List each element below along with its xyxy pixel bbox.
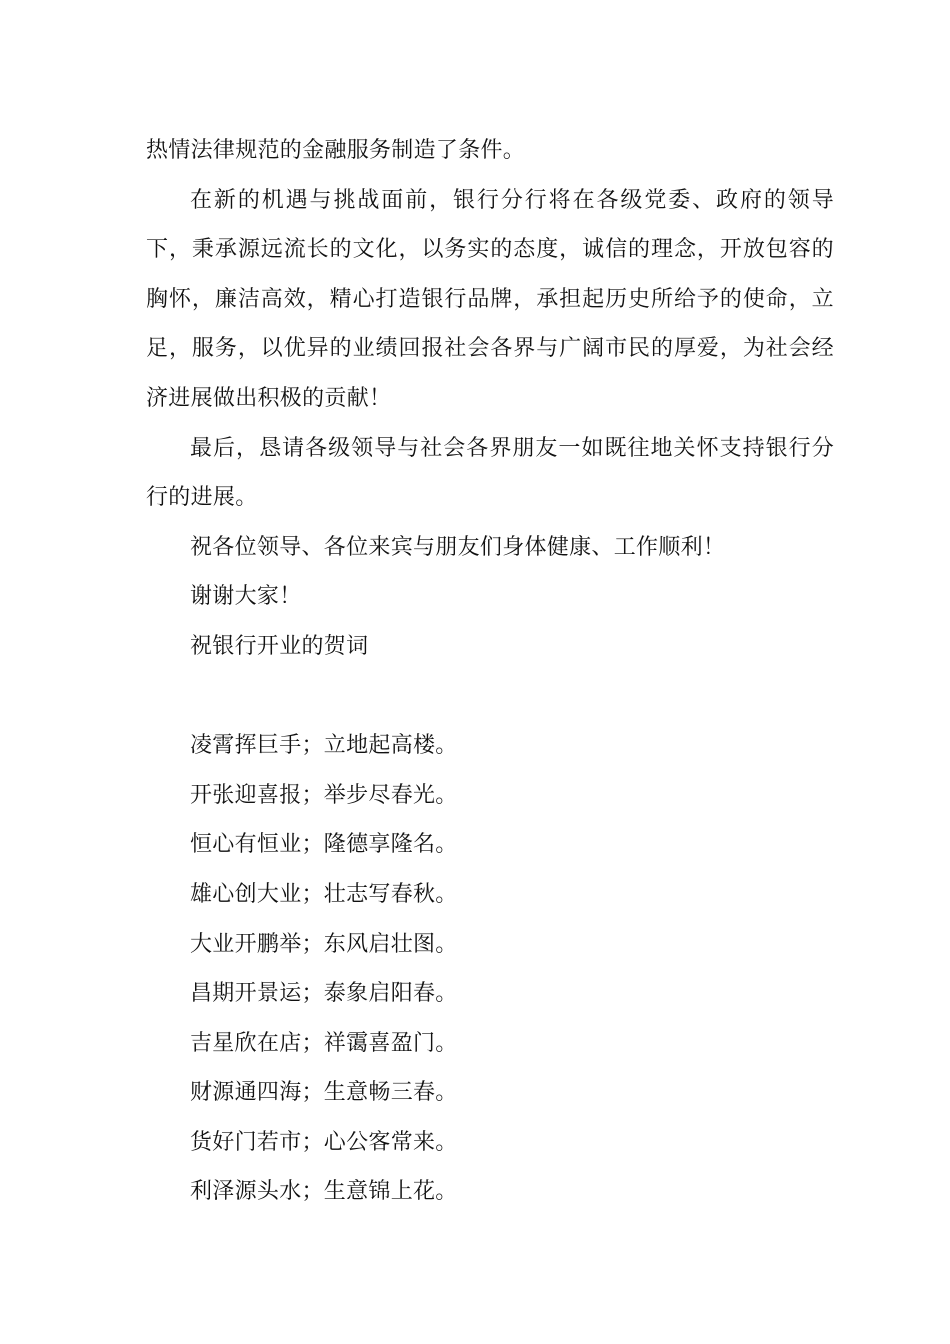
couplet-line: 雄心创大业；壮志写春秋。 (190, 881, 458, 907)
paragraph-wishes: 祝各位领导、各位来宾与朋友们身体健康、工作顺利！ (190, 534, 726, 560)
blank-line (146, 672, 834, 722)
paragraph-closing-request: 最后，恳请各级领导与社会各界朋友一如既往地关怀支持银行分行的进展。 (146, 435, 834, 511)
couplet-line: 开张迎喜报；举步尽春光。 (190, 782, 458, 808)
document-body (146, 126, 834, 1217)
paragraph-continuation: 热情法律规范的金融服务制造了条件。 (146, 138, 526, 163)
couplet-line: 财源通四海；生意畅三春。 (190, 1080, 458, 1106)
couplet-line: 昌期开景运；泰象启阳春。 (190, 981, 458, 1007)
couplet-line: 大业开鹏举；东风启壮图。 (190, 931, 458, 957)
section-title: 祝银行开业的贺词 (190, 633, 369, 659)
couplet-line: 利泽源头水；生意锦上花。 (190, 1179, 458, 1205)
couplet-line: 凌霄挥巨手；立地起高楼。 (190, 733, 458, 759)
couplet-line: 吉星欣在店；祥霭喜盈门。 (190, 1030, 458, 1056)
paragraph-thanks: 谢谢大家！ (190, 584, 302, 610)
couplet-line: 恒心有恒业；隆德享隆名。 (190, 832, 458, 858)
couplet-line: 货好门若市；心公客常来。 (190, 1129, 458, 1155)
paragraph-opportunities: 在新的机遇与挑战面前，银行分行将在各级党委、政府的领导下，秉承源远流长的文化，以务实的态度，诚信的理念，开放包容的胸怀，廉洁高效，精心打造银行品牌，承担起历史所给予的使命，立足，服务，以优异的业绩回报社会各界与广阔市民的厚爱，为社会经济进展做出积极的贡献！ (146, 187, 834, 411)
